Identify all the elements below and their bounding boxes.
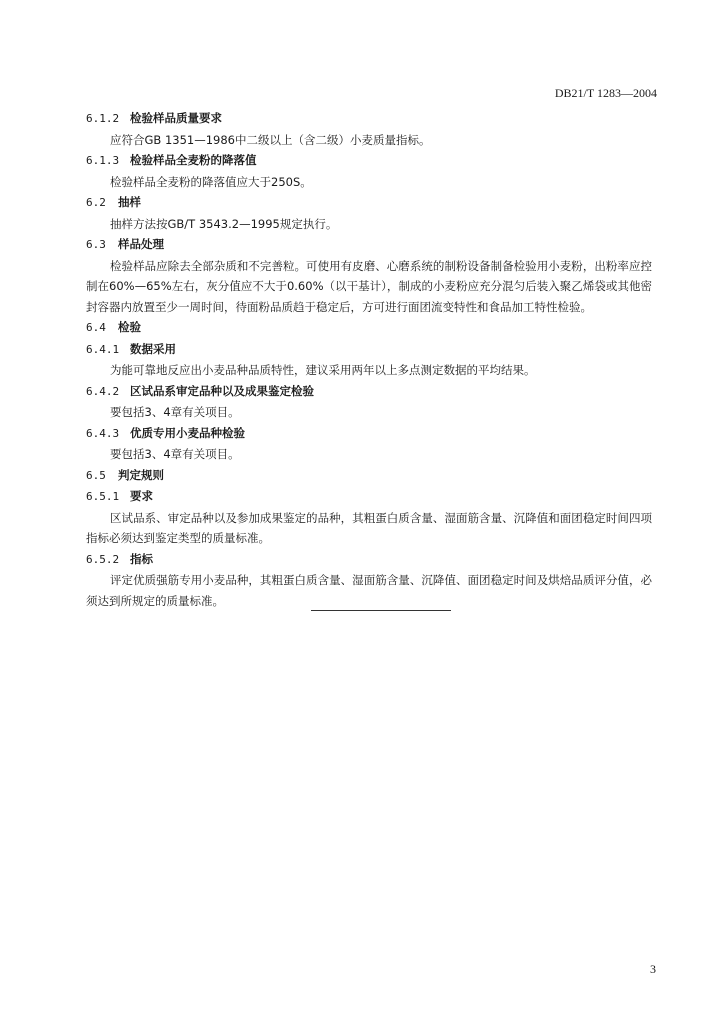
section-number: 6.4.2 [86, 384, 120, 398]
section-title: 检验样品全麦粉的降落值 [130, 153, 257, 167]
section-paragraph: 区试品系、审定品种以及参加成果鉴定的品种，其粗蛋白质含量、湿面筋含量、沉降值和面团稳定时间四项指标必须达到鉴定类型的质量标准。 [86, 510, 652, 545]
section-heading [86, 423, 652, 445]
section-heading [86, 234, 652, 256]
section-heading [86, 317, 652, 339]
section-heading [86, 108, 652, 130]
section-heading [86, 486, 652, 508]
section-number: 6.1.2 [86, 112, 120, 125]
section-paragraph: 要包括3、4章有关项目。 [110, 447, 240, 461]
section-paragraph: 检验样品全麦粉的降落值应大于250S。 [110, 174, 312, 189]
document-code: DB21/T 1283—2004 [554, 86, 657, 100]
section-title: 样品处理 [118, 237, 164, 251]
section-paragraph: 检验样品应除去全部杂质和不完善粒。可使用有皮磨、心磨系统的制粉设备制备检验用小麦粉，出粉率应控制在60%—65%左右，灰分值应不大于0.60%（以干基计），制成的小麦粉应充分混匀后装入聚乙烯袋或其他密封容器内放置至少一周时间，待面粉品质趋于稳定后，方可进行面团流变特性和食品加工特性检验。 [86, 258, 652, 314]
section-number: 6.1.3 [86, 154, 120, 167]
section-title: 指标 [130, 551, 153, 566]
section-heading [86, 465, 652, 487]
section-number: 6.2 [86, 196, 106, 209]
section-paragraph: 要包括3、4章有关项目。 [110, 405, 240, 419]
section-number: 6.4 [86, 321, 106, 334]
section-title: 区试品系审定品种以及成果鉴定检验 [130, 383, 314, 398]
page-number: 3 [650, 962, 656, 976]
section-paragraph: 评定优质强筋专用小麦品种，其粗蛋白质含量、湿面筋含量、沉降值、面团稳定时间及烘焙品质评分值，必须达到所规定的质量标准。 [86, 573, 652, 608]
section-heading [86, 192, 652, 214]
section-number: 6.5.1 [86, 490, 120, 503]
section-title: 优质专用小麦品种检验 [130, 425, 245, 440]
end-rule [311, 610, 451, 611]
section-title: 数据采用 [130, 341, 176, 356]
section-paragraph: 抽样方法按GB/T 3543.2—1995规定执行。 [110, 216, 338, 231]
section-number: 6.4.3 [86, 426, 120, 440]
section-number: 6.5 [86, 468, 106, 482]
section-title: 判定规则 [118, 467, 164, 482]
section-title: 要求 [130, 489, 153, 503]
section-number: 6.3 [86, 238, 106, 251]
section-paragraph: 为能可靠地反应出小麦品种品质特性，建议采用两年以上多点测定数据的平均结果。 [110, 363, 536, 377]
section-heading [86, 150, 652, 172]
section-number: 6.5.2 [86, 552, 120, 566]
document-body [86, 108, 652, 611]
section-heading [86, 381, 652, 403]
section-heading [86, 339, 652, 361]
section-title: 检验 [118, 320, 141, 334]
section-number: 6.4.1 [86, 342, 120, 356]
section-paragraph: 应符合GB 1351—1986中二级以上（含二级）小麦质量指标。 [110, 132, 431, 147]
section-heading [86, 549, 652, 571]
section-title: 抽样 [118, 195, 141, 209]
section-title: 检验样品质量要求 [130, 111, 222, 125]
